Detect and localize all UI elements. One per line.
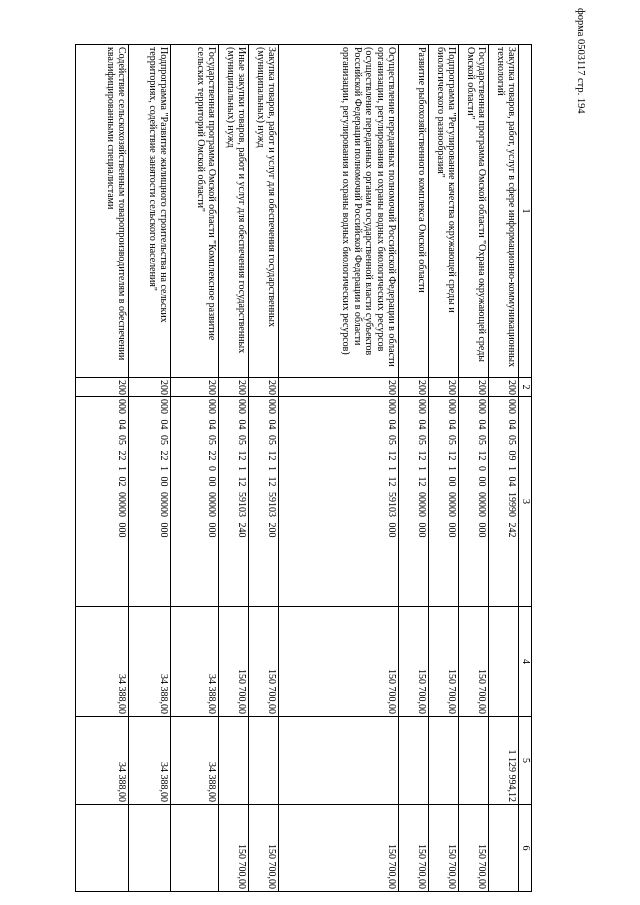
table-row xyxy=(489,45,519,892)
row-name: Закупка товаров, работ и услуг для обеспечения государственных (муниципальных) нужд xyxy=(249,45,279,378)
row-name: Развитие рыбохозяйственного комплекса Омской области xyxy=(399,45,429,378)
table-row xyxy=(429,45,459,892)
row-name: Подпрограмма "Регулирование качества окружающей среды и биологического разнообразия" xyxy=(429,45,459,378)
row-executed: 34 388,00 xyxy=(171,717,219,805)
row-unexecuted: 150 700,00 xyxy=(219,805,249,892)
column-header: 2 xyxy=(519,378,532,397)
table-row xyxy=(249,45,279,892)
row-classification: 000 04 05 22 1 02 00000 000 xyxy=(76,397,130,607)
row-code: 200 xyxy=(76,378,130,397)
report-table xyxy=(75,44,532,892)
row-approved: 150 700,00 xyxy=(219,607,249,717)
row-approved: 34 388,00 xyxy=(129,607,171,717)
row-approved: 150 700,00 xyxy=(279,607,399,717)
row-unexecuted: 150 700,00 xyxy=(279,805,399,892)
column-header: 6 xyxy=(519,805,532,892)
row-unexecuted: 150 700,00 xyxy=(249,805,279,892)
table-row xyxy=(171,45,219,892)
row-code: 200 xyxy=(489,378,519,397)
row-approved: 34 388,00 xyxy=(171,607,219,717)
row-name: Подпрограмма "Развитие жилищного строительства на сельских территориях, содействие занятости сельского населения" xyxy=(129,45,171,378)
row-executed xyxy=(279,717,399,805)
row-approved: 150 700,00 xyxy=(459,607,489,717)
row-name: Содействие сельскохозяйственным товаропроизводителям в обеспечении квалифицированными специалистами xyxy=(76,45,130,378)
row-executed xyxy=(249,717,279,805)
row-unexecuted: 150 700,00 xyxy=(459,805,489,892)
row-name: Осуществление переданных полномочий Российской Федерации в области организации, регулирования и охраны водных биологических ресурсов (осуществление переданных органам государственной власти субъектов Российской Федерации полномочий Российской Федерации в области организации, регулирования и охраны водных биологических ресурсов) xyxy=(279,45,399,378)
column-header: 1 xyxy=(519,45,532,378)
row-code: 200 xyxy=(399,378,429,397)
row-unexecuted: 150 700,00 xyxy=(399,805,429,892)
row-classification: 000 04 05 12 1 00 00000 000 xyxy=(429,397,459,607)
form-label: форма 0503117 стр. 194 xyxy=(575,8,586,114)
row-code: 200 xyxy=(459,378,489,397)
row-code: 200 xyxy=(171,378,219,397)
row-approved xyxy=(489,607,519,717)
row-approved: 150 700,00 xyxy=(429,607,459,717)
row-code: 200 xyxy=(279,378,399,397)
column-header: 3 xyxy=(519,397,532,607)
table-row xyxy=(279,45,399,892)
table-row xyxy=(129,45,171,892)
row-code: 200 xyxy=(249,378,279,397)
table-row xyxy=(76,45,130,892)
row-classification: 000 04 05 12 0 00 00000 000 xyxy=(459,397,489,607)
table-row xyxy=(399,45,429,892)
row-code: 200 xyxy=(129,378,171,397)
row-executed: 34 388,00 xyxy=(76,717,130,805)
row-executed: 34 388,00 xyxy=(129,717,171,805)
row-unexecuted xyxy=(76,805,130,892)
row-classification: 000 04 05 22 1 00 00000 000 xyxy=(129,397,171,607)
row-unexecuted xyxy=(489,805,519,892)
row-name: Государственная программа Омской области "Комплексное развитие сельских территорий Омской области" xyxy=(171,45,219,378)
row-unexecuted xyxy=(171,805,219,892)
row-classification: 000 04 05 22 0 00 00000 000 xyxy=(171,397,219,607)
row-classification: 000 04 05 12 1 12 59103 200 xyxy=(249,397,279,607)
table-row xyxy=(219,45,249,892)
column-header: 4 xyxy=(519,607,532,717)
row-executed: 1 129 994,12 xyxy=(489,717,519,805)
row-approved: 150 700,00 xyxy=(399,607,429,717)
row-classification: 000 04 05 09 1 04 19990 242 xyxy=(489,397,519,607)
row-executed xyxy=(219,717,249,805)
row-approved: 34 388,00 xyxy=(76,607,130,717)
row-executed xyxy=(459,717,489,805)
row-unexecuted: 150 700,00 xyxy=(429,805,459,892)
table-row xyxy=(459,45,489,892)
row-code: 200 xyxy=(429,378,459,397)
row-code: 200 xyxy=(219,378,249,397)
column-header: 5 xyxy=(519,717,532,805)
column-number-row xyxy=(519,45,532,892)
row-executed xyxy=(399,717,429,805)
report-table-wrapper xyxy=(75,44,532,891)
row-classification: 000 04 05 12 1 12 59103 000 xyxy=(279,397,399,607)
row-name: Закупка товаров, работ, услуг в сфере информационно-коммуникационных технологий xyxy=(489,45,519,378)
row-name: Иные закупки товаров, работ и услуг для обеспечения государственных (муниципальных) нужд xyxy=(219,45,249,378)
row-unexecuted xyxy=(129,805,171,892)
row-classification: 000 04 05 12 1 12 00000 000 xyxy=(399,397,429,607)
row-approved: 150 700,00 xyxy=(249,607,279,717)
row-classification: 000 04 05 12 1 12 59103 240 xyxy=(219,397,249,607)
row-name: Государственная программа Омской области "Охрана окружающей среды Омской области" xyxy=(459,45,489,378)
row-executed xyxy=(429,717,459,805)
